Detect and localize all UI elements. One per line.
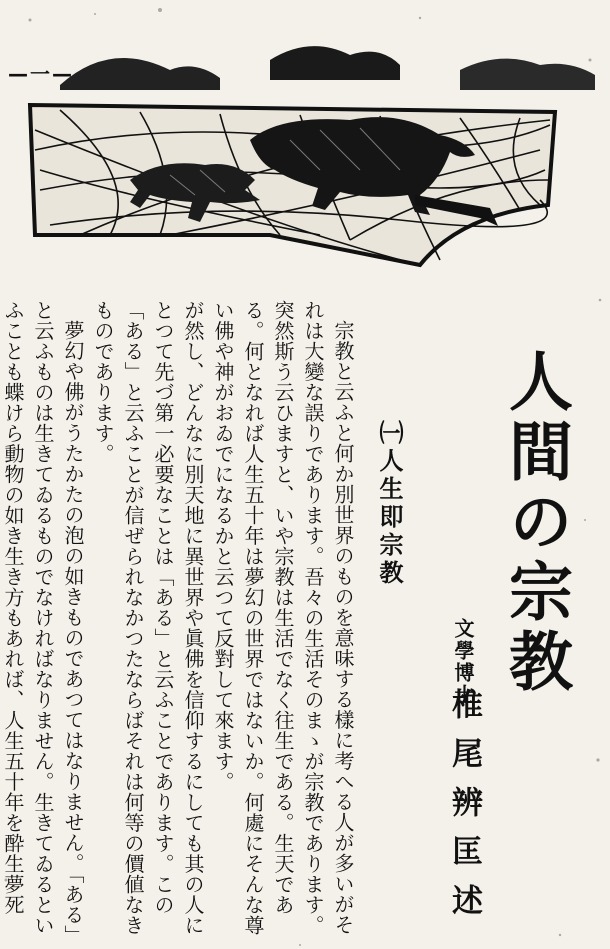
page-number: —一— — [8, 62, 74, 86]
author-title: 文學博士 — [451, 618, 475, 706]
article-title: 人間の宗教 — [498, 348, 573, 698]
paragraph: 夢幻や佛がうたかたの泡の如きものであつてはなりません。「ある」と云ふものは生きてゐるものでなければなりません。生きてゐるといふことも蝶けら動物の如き生き方もあれば、人生五十年を酔生夢死 — [1, 300, 85, 946]
paragraph: 宗教と云ふと何か別世界のものを意味する樣に考へる人が多いがそれは大變な誤りであります。吾々の生活そのまゝが宗教であります。突然斯う云ひますと、いや宗教は生活でなく往生である。生天である。何となれば人生五十年は夢幻の世界ではないか。何處にそんな尊い佛や神がおゐでになるかと云つて反對して來ます。 — [211, 300, 355, 936]
section-heading: ㈠人生即宗教 — [375, 420, 404, 588]
author-name: 椎尾辨匡述 — [446, 688, 482, 933]
boar-in-grass-woodcut-icon — [20, 30, 610, 290]
article-body — [1, 300, 358, 946]
paragraph: が然し、どんなに別天地に異世界や眞佛を信仰するにしても其の人にとつて先づ第一必要なことは「ある」と云ふことであります。この「ある」と云ふことが信ぜられなかつたならばそれは何等の價値なきものであります。 — [91, 300, 205, 936]
